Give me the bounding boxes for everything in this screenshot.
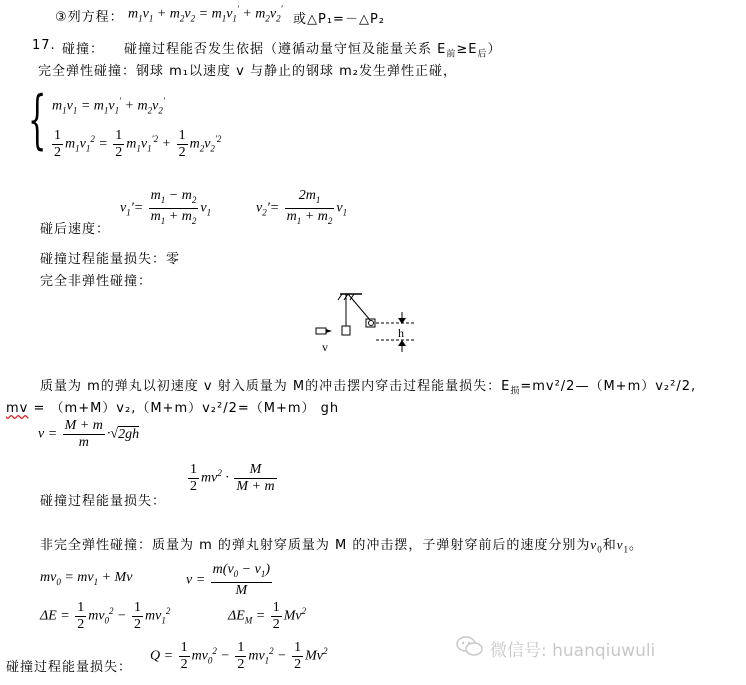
velocity-formula: v = $\frac{M + m}{m}$ ·√2gh [38, 418, 140, 450]
delta-e-m-formula: $\Delta E_M$ = $\frac{1}{2}$ Mv$^2$ [228, 600, 307, 632]
delta-e-formula: ΔE = $\frac{1}{2}$ $mv_0^2$ − $\frac{1}{2}$ $mv_1^2$ [40, 600, 171, 632]
watermark-text: 微信号: huanqiuwuli [490, 641, 656, 661]
elastic-heading: 完全弹性碰撞：钢球 m₁以速度 v 与静止的钢球 m₂发生弹性正碰， [38, 64, 457, 79]
diagram-h-label: h [398, 326, 404, 340]
section-17-desc: 碰撞过程能否发生依据（遵循动量守恒及能量关系 $E_前\ge E_后$） [124, 42, 502, 60]
v2-after-formula: $v_2'=$ $\frac{2m_1}{m_1 + m_2}$ $v_1$ [256, 188, 348, 226]
diagram-v-label: v [322, 340, 328, 354]
final-energy-loss-formula: Q = $\frac{1}{2}$ $mv_0^2$ − $\frac{1}{2}$ $mv_1^2$ − $\frac{1}{2}$ Mv$^2$ [150, 640, 328, 672]
after-speed-label: 碰后速度： [40, 222, 111, 237]
section-17-number: 17. [32, 38, 56, 53]
elastic-momentum-eq: $m_1v_1 = m_1v_1' + m_2v_2'$ [52, 96, 165, 116]
elastic-energy-eq: $\frac{1}{2}$ $m_1v_1^2$ = $\frac{1}{2}$ $m_1v_1^{'2}$ + $\frac{1}{2}$ $m_2v_2^{'2}$ [54, 128, 222, 160]
list-equation-marker: ③列方程： [55, 10, 124, 25]
inelastic-energy-loss-formula: $\frac{1}{2}$ $mv^2$ · $\frac{M}{M + m}$ [190, 462, 275, 494]
partial-heading: 非完全弹性碰撞：质量为 m 的弹丸射穿质量为 M 的冲击摆，子弹射穿前后的速度分别为$v_0$和$v_1$。 [40, 537, 644, 555]
v1-after-formula: $v_1'=$ $\frac{m_1 - m_2}{m_1 + m_2}$ $v_1$ [120, 188, 212, 226]
partial-momentum-eq: $mv_0 = mv_1 + Mv$ [40, 570, 133, 587]
inelastic-energy-loss-label: 碰撞过程能量损失： [40, 494, 167, 509]
momentum-equation: $m_1v_1 + m_2v_2 = m_1v_1' + m_2v_2'$ [128, 4, 283, 24]
ballistic-pendulum-diagram [310, 288, 430, 368]
momentum-alt: 或△P₁=－△P₂ [293, 12, 385, 27]
wechat-icon [455, 634, 485, 658]
system-brace: { [28, 83, 47, 157]
section-17-title: 碰撞： [62, 42, 105, 57]
inelastic-paragraph-1: 质量为 m的弹丸以初速度 v 射入质量为 M的冲击摆内穿击过程能量损失：$E_损=mv^2/2—(M+m)v_2^2/2$, [40, 379, 697, 397]
final-energy-loss-label: 碰撞过程能量损失： [6, 660, 133, 675]
inelastic-heading: 完全非弹性碰撞： [40, 274, 153, 289]
partial-velocity-formula: v = $\frac{m(v_0 - v_1)}{M}$ [186, 562, 271, 598]
elastic-energy-loss: 碰撞过程能量损失：零 [40, 252, 181, 267]
inelastic-paragraph-2: mv = （m+M）v₂,（M+m）v₂²/2=（M+m） gh [6, 401, 340, 416]
